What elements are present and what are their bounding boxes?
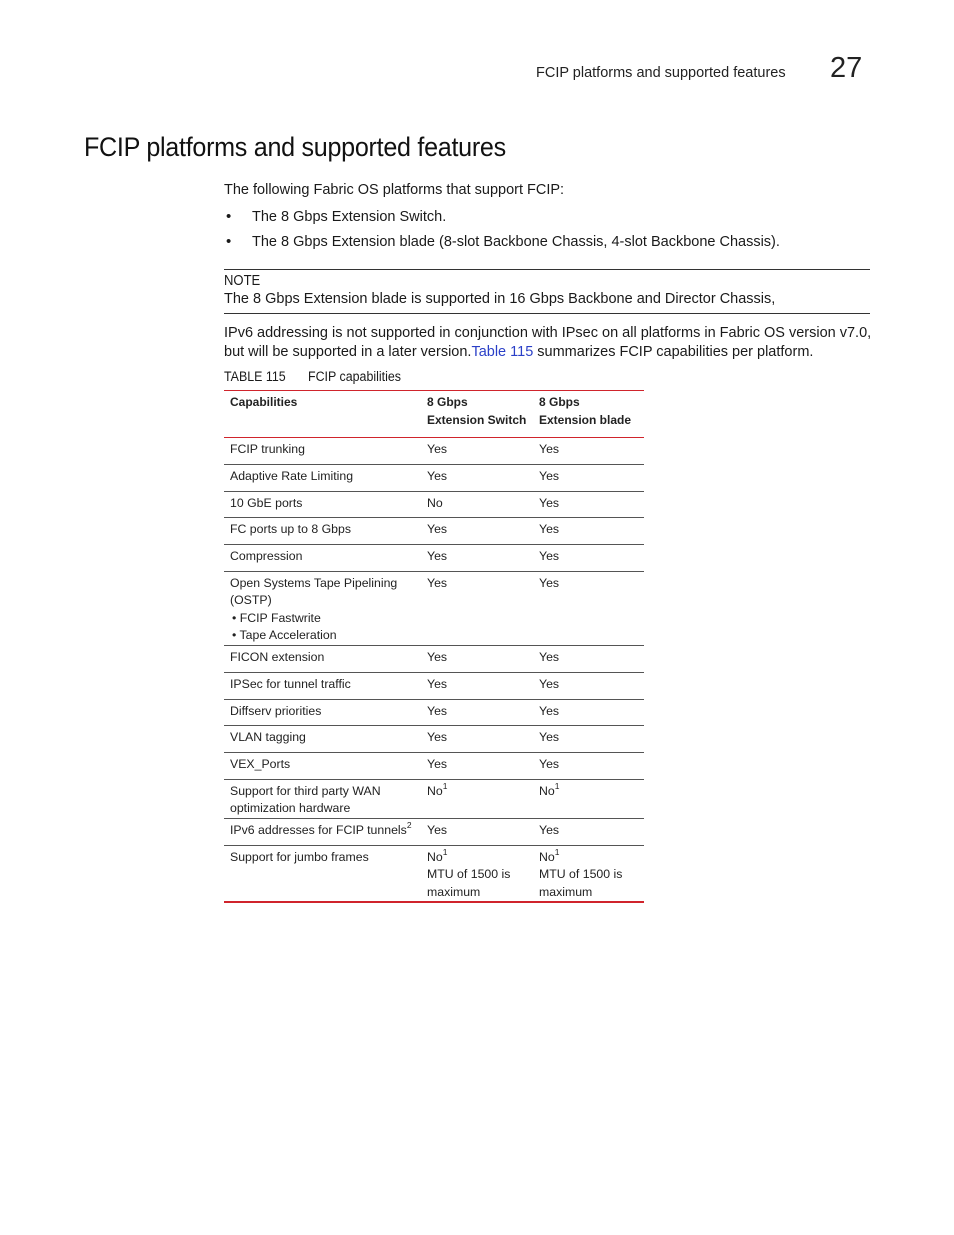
table-header-row <box>224 391 644 438</box>
column-header-switch: 8 Gbps Extension Switch <box>427 395 527 427</box>
blade-extra: MTU of 1500 is maximum <box>539 867 623 899</box>
switch-cell: Yes <box>427 676 448 691</box>
switch-cell: Yes <box>427 730 448 745</box>
intro-text: The following Fabric OS platforms that support FCIP: <box>224 182 565 198</box>
switch-cell: Yes <box>427 549 448 564</box>
capability-cell: VLAN tagging <box>230 730 306 745</box>
column-header-capabilities: Capabilities <box>230 395 298 409</box>
switch-cell: Yes <box>427 757 448 772</box>
blade-cell: Yes <box>539 730 560 745</box>
switch-cell: Yes <box>427 575 448 590</box>
sub-list-item: • FCIP Fastwrite <box>232 610 321 625</box>
table-row <box>224 818 644 845</box>
table-row <box>224 571 644 645</box>
table-caption-label: TABLE 115 <box>224 369 286 384</box>
table-row <box>224 518 644 545</box>
table-115-link[interactable]: Table 115 <box>471 344 534 360</box>
table-row <box>224 726 644 753</box>
capability-cell: IPSec for tunnel traffic <box>230 676 351 691</box>
page-title: FCIP platforms and supported features <box>84 132 506 162</box>
blade-cell: Yes <box>539 549 560 564</box>
blade-cell: Yes <box>539 676 560 691</box>
footnote-ref: 1 <box>442 846 448 857</box>
capability-cell: 10 GbE ports <box>230 495 303 510</box>
capability-cell <box>224 818 421 845</box>
blade-cell: Yes <box>539 575 560 590</box>
blade-cell: Yes <box>539 757 560 772</box>
footnote-ref: 2 <box>406 819 412 830</box>
table-row <box>224 545 644 572</box>
table-caption-title: FCIP capabilities <box>308 369 401 384</box>
switch-cell: Yes <box>427 649 448 664</box>
switch-cell: Yes <box>427 522 448 537</box>
switch-cell: Yes <box>427 468 448 483</box>
table-row <box>224 645 644 672</box>
table-row <box>224 491 644 518</box>
blade-cell: Yes <box>539 703 560 718</box>
switch-cell: No <box>427 495 443 510</box>
blade-cell: Yes <box>539 649 560 664</box>
capability-cell: FICON extension <box>230 649 325 664</box>
note-label: NOTE <box>224 273 261 289</box>
switch-cell <box>421 779 533 818</box>
blade-cell: Yes <box>539 822 560 837</box>
blade-cell: Yes <box>539 495 560 510</box>
table-row <box>224 464 644 491</box>
running-title: FCIP platforms and supported features <box>536 65 786 81</box>
chapter-number: 27 <box>830 52 863 84</box>
table-row <box>224 753 644 780</box>
blade-cell: Yes <box>539 468 560 483</box>
capability-cell: Adaptive Rate Limiting <box>230 468 354 483</box>
ipv6-paragraph <box>224 324 874 362</box>
table-row <box>224 438 644 465</box>
table-row <box>224 672 644 699</box>
fcip-capabilities-table <box>224 390 644 903</box>
table-row <box>224 845 644 902</box>
note-text: The 8 Gbps Extension blade is supported in 16 Gbps Backbone and Director Chassis, <box>224 291 776 307</box>
capability-cell: VEX_Ports <box>230 757 291 772</box>
table-caption <box>224 369 401 384</box>
bullet-icon: • <box>226 233 232 250</box>
table-row <box>224 779 644 818</box>
paragraph-text: IPv6 addressing is not supported in conjunction with IPsec on all platforms in Fabric OS version v7.0, but will be supported in a later version. <box>224 325 872 360</box>
footnote-ref: 1 <box>554 780 560 791</box>
paragraph-text-tail: summarizes FCIP capabilities per platform. <box>533 344 814 360</box>
blade-value: No <box>539 849 555 864</box>
list-item-text: The 8 Gbps Extension Switch. <box>252 209 447 225</box>
capability-cell: Support for third party WAN optimization hardware <box>230 783 381 816</box>
capability-cell: FC ports up to 8 Gbps <box>230 522 351 537</box>
switch-cell <box>421 845 533 902</box>
capability-cell <box>224 571 421 645</box>
note-box <box>224 269 870 314</box>
blade-value: No <box>539 783 555 798</box>
bullet-icon: • <box>226 208 232 225</box>
blade-cell <box>533 845 644 902</box>
capability-cell: Diffserv priorities <box>230 703 322 718</box>
column-header-blade: 8 Gbps Extension blade <box>539 395 632 427</box>
sub-item-text: FCIP Fastwrite <box>239 610 321 625</box>
footnote-ref: 1 <box>554 846 560 857</box>
list-item-text: The 8 Gbps Extension blade (8-slot Backbone Chassis, 4-slot Backbone Chassis). <box>252 234 780 250</box>
switch-cell: Yes <box>427 822 448 837</box>
list-item <box>224 234 780 259</box>
capability-cell: FCIP trunking <box>230 442 305 456</box>
switch-cell: Yes <box>427 442 448 456</box>
platform-list <box>224 209 780 259</box>
capability-cell: Support for jumbo frames <box>230 849 369 864</box>
switch-value: No <box>427 783 443 798</box>
blade-cell: Yes <box>539 522 560 537</box>
capability-cell: Compression <box>230 549 303 564</box>
switch-extra: MTU of 1500 is maximum <box>427 867 511 899</box>
list-item <box>224 209 780 234</box>
switch-cell: Yes <box>427 703 448 718</box>
switch-value: No <box>427 849 443 864</box>
footnote-ref: 1 <box>442 780 448 791</box>
sub-item-text: Tape Acceleration <box>239 628 337 643</box>
capability-text: Open Systems Tape Pipelining (OSTP) <box>230 575 398 608</box>
sub-list-item: • Tape Acceleration <box>232 628 337 643</box>
capability-text: IPv6 addresses for FCIP tunnels <box>230 822 407 837</box>
blade-cell <box>533 779 644 818</box>
table-row <box>224 699 644 726</box>
blade-cell: Yes <box>539 442 560 456</box>
